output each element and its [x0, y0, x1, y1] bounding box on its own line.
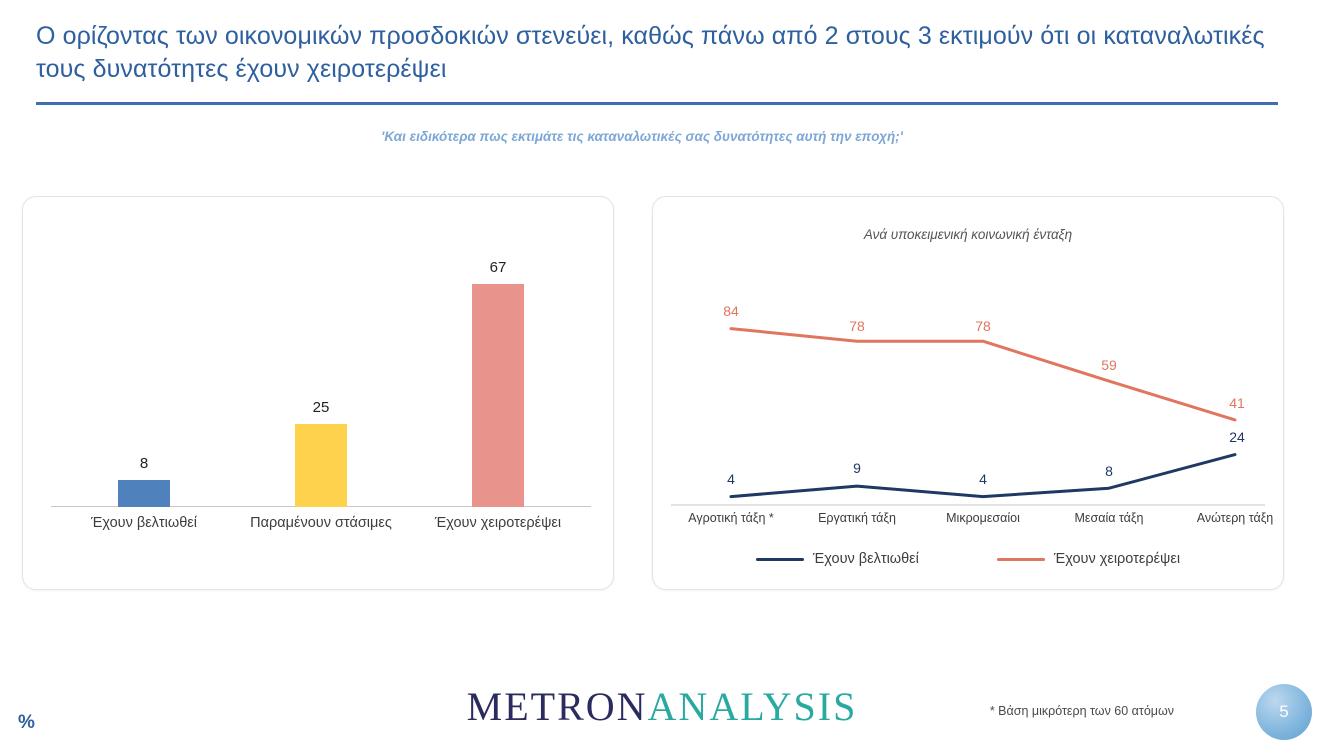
bar-2: [295, 424, 347, 507]
bar-category-label-3: Έχουν χειροτερέψει: [434, 515, 562, 531]
question-subtitle: 'Και ειδικότερα πως εκτιμάτε τις καταναλωτικές σας δυνατότητες αυτή την εποχή;': [381, 129, 903, 144]
bar-1: [118, 480, 170, 507]
point-label-improved-3: 4: [979, 471, 987, 487]
line-chart-svg: [663, 253, 1273, 521]
point-label-worse-4: 59: [1101, 357, 1117, 373]
legend-label-improved: Έχουν βελτιωθεί: [812, 551, 919, 567]
line-chart-x-axis-labels: [663, 511, 1273, 531]
footnote: * Βάση μικρότερη των 60 ατόμων: [989, 704, 1174, 718]
legend-item-improved: [756, 551, 919, 567]
point-label-improved-2: 9: [853, 460, 861, 476]
point-label-worse-3: 78: [975, 318, 991, 334]
line-chart-panel: [652, 196, 1284, 590]
bar-group-2: [228, 257, 414, 507]
brand-name-part-2: ANALYSIS: [647, 684, 858, 729]
percent-symbol: %: [18, 712, 35, 733]
bar-value-2: 25: [312, 398, 330, 416]
bar-category-label-2: Παραμένουν στάσιμες: [250, 515, 392, 531]
bar-category-label-1: Έχουν βελτιωθεί: [91, 515, 197, 531]
bar-chart-plot-area: [37, 257, 597, 507]
legend-swatch-worse-icon: [997, 558, 1045, 561]
point-label-improved-4: 8: [1105, 463, 1113, 479]
line-category-label-1: Αγροτική τάξη *: [688, 511, 774, 525]
point-label-worse-1: 84: [723, 303, 739, 319]
line-category-label-4: Μεσαία τάξη: [1074, 511, 1144, 525]
bar-value-3: 67: [489, 258, 507, 276]
title-divider: [36, 102, 1278, 105]
point-label-worse-5: 41: [1229, 395, 1245, 411]
legend-item-worse: [997, 551, 1180, 567]
line-category-label-2: Εργατική τάξη: [818, 511, 896, 525]
bar-group-1: [51, 257, 237, 507]
line-chart-legend: [653, 551, 1283, 567]
legend-label-worse: Έχουν χειροτερέψει: [1053, 551, 1181, 567]
line-category-label-5: Ανώτερη τάξη: [1196, 511, 1274, 525]
point-label-worse-2: 78: [849, 318, 865, 334]
line-chart-plot-area: [663, 253, 1273, 521]
bar-group-3: [405, 257, 591, 507]
bar-chart-panel: [22, 196, 614, 590]
point-label-improved-5: 24: [1229, 429, 1245, 445]
series-line-worse: [731, 329, 1235, 420]
brand-name-part-1: METRON: [466, 684, 648, 729]
legend-swatch-improved-icon: [756, 558, 804, 561]
point-label-improved-1: 4: [727, 471, 735, 487]
line-category-label-3: Μικρομεσαίοι: [946, 511, 1020, 525]
page-number-badge: 5: [1256, 684, 1312, 740]
bar-value-1: 8: [139, 455, 149, 473]
page-title: Ο ορίζοντας των οικονομικών προσδοκιών στενεύει, καθώς πάνω από 2 στους 3 εκτιμούν ότι οι καταναλωτικές τους δυνατότητες έχουν χειροτερέψει: [36, 22, 1265, 83]
line-chart-title: Ανά υποκειμενική κοινωνική ένταξη: [863, 227, 1073, 242]
bar-3: [472, 284, 524, 507]
